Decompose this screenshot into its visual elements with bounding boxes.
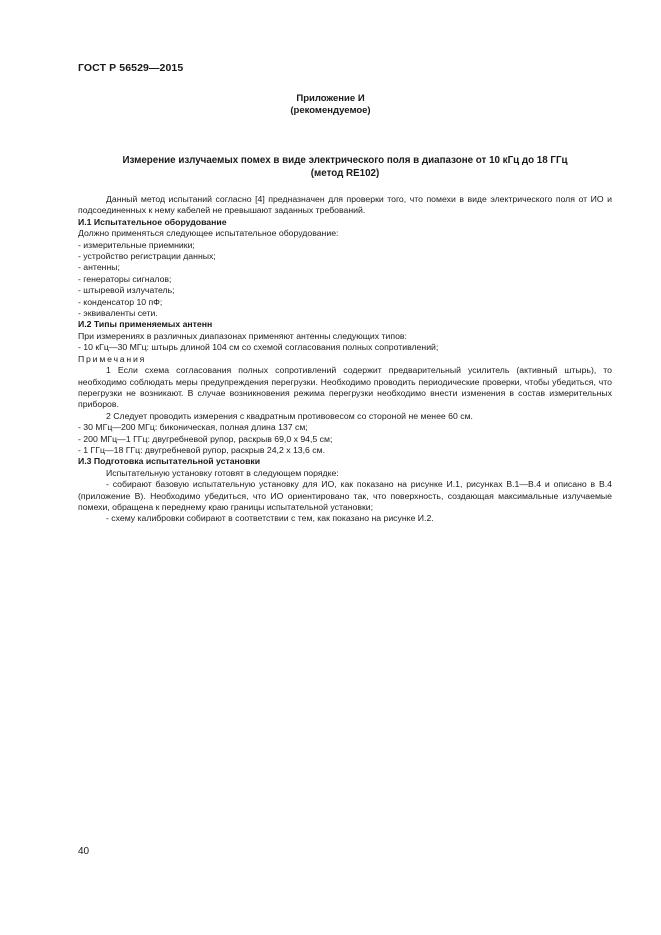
list-item: - штыревой излучатель; — [78, 285, 175, 296]
setup-step-1: - собирают базовую испытательную установку для ИО, как показано на рисунке И.1, рисунках В.1—В.4 и описано в В.4 (приложение В). Необходимо убедиться, что ИО ориентировано так, что поверхность, создающая максимальные излучаемые помехи, обращена к переднему краю границы испытательной установки; — [78, 479, 612, 512]
note-2: 2 Следует проводить измерения с квадратным противовесом со стороной не менее 60 см. — [106, 410, 473, 421]
document-title-line2: (метод RE102) — [310, 168, 380, 179]
section-heading-3: И.3 Подготовка испытательной установки — [78, 456, 261, 467]
intro-paragraph: Данный метод испытаний согласно [4] предназначен для проверки того, что помехи в виде электрического поля от ИО и подсоединенных к нему кабелей не превышают заданных требований. — [78, 194, 612, 216]
antenna-list — [78, 422, 612, 456]
list-item: - устройство регистрации данных; — [78, 251, 216, 262]
annex-title: Приложение И — [296, 93, 365, 104]
list-item: - эквиваленты сети. — [78, 308, 158, 319]
list-item: - измерительные приемники; — [78, 239, 195, 250]
notes-label: Примечания — [78, 353, 147, 364]
section1-lead: Должно применяться следующее испытательное оборудование: — [78, 228, 339, 239]
note-1: 1 Если схема согласования полных сопротивлений содержит предварительный усилитель (активный штырь), то необходимо соблюдать меры предупреждения перегрузки. Необходимо проводить периодические проверки, чтобы убедиться, что перегрузки не возникают. В случае возникновения режима перегрузки необходимо внести изменения в состав измерительных приборов. — [78, 365, 612, 410]
section2-lead: При измерениях в различных диапазонах применяют антенны следующих типов: — [78, 330, 407, 341]
list-item: - конденсатор 10 пФ; — [78, 296, 163, 307]
standard-number: ГОСТ Р 56529—2015 — [78, 62, 184, 74]
section-heading-2: И.2 Типы применяемых антенн — [78, 319, 213, 330]
document-body — [78, 194, 612, 525]
setup-step-2: - схему калибровки собирают в соответствии с тем, как показано на рисунке И.2. — [106, 513, 434, 524]
document-title-line1: Измерение излучаемых помех в виде электрического поля в диапазоне от 10 кГц до 18 ГГц — [122, 155, 568, 166]
page-number: 40 — [78, 846, 90, 857]
annex-status: (рекомендуемое) — [290, 105, 371, 116]
antenna-item-rod: - 10 кГц—30 МГц: штырь длиной 104 см со схемой согласования полных сопротивлений; — [78, 342, 439, 353]
list-item: - генераторы сигналов; — [78, 273, 172, 284]
list-item: - антенны; — [78, 262, 120, 273]
section3-lead: Испытательную установку готовят в следующем порядке: — [106, 467, 339, 478]
annex-heading — [0, 93, 661, 117]
list-item: - 30 МГц—200 МГц: биконическая, полная длина 137 см; — [78, 422, 308, 433]
document-title — [78, 154, 612, 180]
section-heading-1: И.1 Испытательное оборудование — [78, 216, 227, 227]
list-item: - 1 ГГц—18 ГГц: двугребневой рупор, раскрыв 24,2 х 13,6 см. — [78, 444, 326, 455]
equipment-list — [78, 240, 612, 320]
list-item: - 200 МГц—1 ГГц: двугребневой рупор, раскрыв 69,0 х 94,5 см; — [78, 433, 333, 444]
